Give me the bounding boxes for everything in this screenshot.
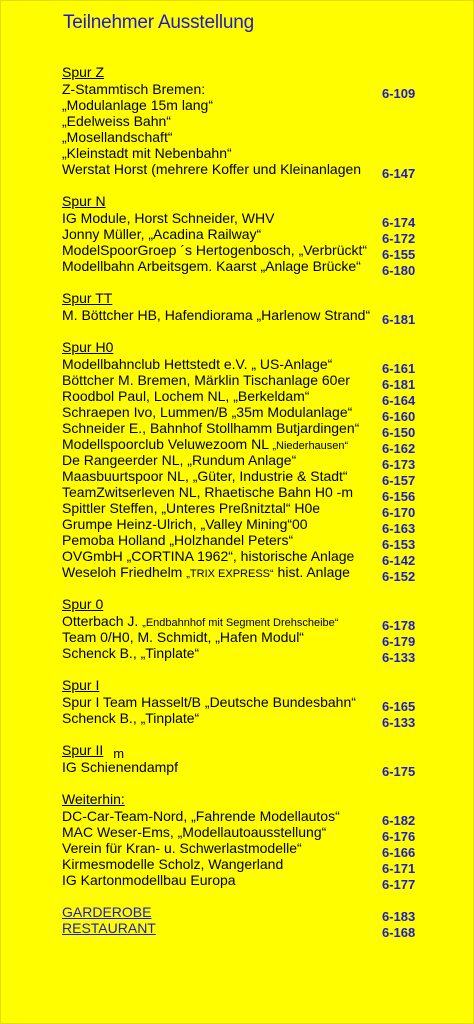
entry-text: Schneider E., Bahnhof Stollhamm Butjardingen“	[62, 420, 360, 436]
entry-text: „Kleinstadt mit Nebenbahn“	[62, 145, 232, 161]
entry-text: IG Module, Horst Schneider, WHV	[62, 210, 275, 226]
entry-text: TeamZwitserleven NL, Rhaetische Bahn H0 -m	[62, 484, 354, 500]
entry-text-main: Otterbach J.	[62, 613, 143, 629]
list-item	[62, 420, 422, 440]
stand-number: 6-133	[382, 715, 416, 730]
facility-row	[62, 904, 422, 924]
section-heading-note: m	[113, 746, 125, 761]
section-heading	[62, 193, 422, 210]
list-item	[62, 516, 422, 536]
list-item	[62, 129, 422, 145]
section-heading	[62, 791, 422, 808]
list-item	[62, 500, 422, 520]
entry-text: Spur I Team Hasselt/B „Deutsche Bundesbahn“	[62, 694, 356, 710]
entry-text: Schraepen Ivo, Lummen/B „35m Modulanlage“	[62, 404, 353, 420]
entry-text-tail: hist. Anlage	[273, 564, 350, 580]
entry-text: Z-Stammtisch Bremen:	[62, 81, 206, 97]
entry-text: „Modulanlage 15m lang“	[62, 97, 213, 113]
list-item	[62, 436, 422, 456]
stand-number: 6-172	[382, 231, 416, 246]
list-item	[62, 97, 422, 113]
entry-text: MAC Weser-Ems, „Modellautoausstellung“	[62, 824, 327, 840]
stand-number: 6-166	[382, 845, 416, 860]
list-item	[62, 613, 422, 633]
stand-number: 6-162	[382, 441, 416, 456]
list-item	[62, 468, 422, 488]
entry-text: Modellbahnclub Hettstedt e.V. „ US-Anlage“	[62, 356, 333, 372]
stand-number: 6-155	[382, 247, 416, 262]
list-item	[62, 532, 422, 552]
entry-text	[62, 564, 350, 582]
stand-number: 6-176	[382, 829, 416, 844]
stand-number: 6-174	[382, 215, 416, 230]
entry-text: Kirmesmodelle Scholz, Wangerland	[62, 856, 284, 872]
section	[62, 193, 422, 278]
section	[62, 339, 422, 584]
list-item	[62, 242, 422, 262]
list-item	[62, 81, 422, 101]
stand-number: 6-156	[382, 489, 416, 504]
section-heading-text: Spur TT	[62, 290, 113, 306]
stand-number: 6-133	[382, 650, 416, 665]
stand-number: 6-183	[382, 909, 416, 924]
list-item	[62, 808, 422, 828]
entry-text-small: „Endbahnhof mit Segment Drehscheibe“	[142, 617, 339, 629]
list-item	[62, 404, 422, 424]
stand-number: 6-179	[382, 634, 416, 649]
section-heading-text: Spur N	[62, 193, 106, 209]
stand-number: 6-153	[382, 537, 416, 552]
list-item	[62, 856, 422, 876]
entry-text-small: „TRIX EXPRESS“	[186, 568, 274, 580]
list-item	[62, 564, 422, 584]
section-heading	[62, 339, 422, 356]
entry-text: Verein für Kran- u. Schwerlastmodelle“	[62, 840, 302, 856]
entry-text: Schenck B., „Tinplate“	[62, 710, 200, 726]
stand-number: 6-165	[382, 699, 416, 714]
entry-text-main: Weseloh Friedhelm	[62, 564, 187, 580]
stand-number: 6-147	[382, 166, 416, 181]
facility-link[interactable]: GARDEROBE	[62, 904, 152, 920]
stand-number: 6-168	[382, 925, 416, 940]
stand-number: 6-157	[382, 473, 416, 488]
list-item	[62, 872, 422, 892]
list-item	[62, 356, 422, 376]
stand-number: 6-177	[382, 877, 416, 892]
list-item	[62, 161, 422, 181]
list-item	[62, 210, 422, 230]
stand-number: 6-161	[382, 361, 416, 376]
stand-number: 6-173	[382, 457, 416, 472]
list-item	[62, 548, 422, 568]
section-heading	[62, 596, 422, 613]
list-item	[62, 629, 422, 649]
entry-text: IG Kartonmodellbau Europa	[62, 872, 236, 888]
list-item	[62, 388, 422, 408]
section-heading-text: Spur II	[62, 742, 104, 758]
stand-number: 6-170	[382, 505, 416, 520]
list-item	[62, 226, 422, 246]
list-item	[62, 258, 422, 278]
entry-text: Modellbahn Arbeitsgem. Kaarst „Anlage Brücke“	[62, 258, 361, 274]
list-item	[62, 694, 422, 714]
stand-number: 6-181	[382, 312, 416, 327]
stand-number: 6-171	[382, 861, 416, 876]
stand-number: 6-160	[382, 409, 416, 424]
list-item	[62, 113, 422, 129]
section-heading	[62, 677, 422, 694]
stand-number: 6-152	[382, 569, 416, 584]
list-item	[62, 307, 422, 327]
list-item	[62, 710, 422, 730]
facility-row	[62, 920, 422, 940]
entry-text: Pemoba Holland „Holzhandel Peters“	[62, 532, 294, 548]
list-item	[62, 452, 422, 472]
section	[62, 742, 422, 779]
section	[62, 290, 422, 327]
section-heading-text: Spur Z	[62, 64, 105, 80]
entry-text: DC-Car-Team-Nord, „Fahrende Modellautos“	[62, 808, 340, 824]
entry-text: Werstat Horst (mehrere Koffer und Kleinanlagen	[62, 161, 362, 177]
entry-text: Team 0/H0, M. Schmidt, „Hafen Modul“	[62, 629, 304, 645]
list-item	[62, 372, 422, 392]
section-heading-text: Spur 0	[62, 596, 104, 612]
entry-text: Jonny Müller, „Acadina Railway“	[62, 226, 262, 242]
stand-number: 6-178	[382, 618, 416, 633]
section-heading	[62, 290, 422, 307]
list-item	[62, 645, 422, 665]
list-item	[62, 484, 422, 504]
entry-text: Spittler Steffen, „Unteres Preßnitztal“ H0e	[62, 500, 321, 516]
page-title: Teilnehmer Ausstellung	[63, 12, 254, 33]
list-item	[62, 840, 422, 860]
list-item	[62, 824, 422, 844]
section	[62, 791, 422, 892]
entry-text: ModelSpoorGroep ´s Hertogenbosch, „Verbrückt“	[62, 242, 368, 258]
stand-number: 6-181	[382, 377, 416, 392]
entry-text: Schenck B., „Tinplate“	[62, 645, 200, 661]
entry-text: OVGmbH „CORTINA 1962“, historische Anlage	[62, 548, 355, 564]
stand-number: 6-175	[382, 764, 416, 779]
stand-number: 6-150	[382, 425, 416, 440]
entry-text: De Rangeerder NL, „Rundum Anlage“	[62, 452, 297, 468]
entry-text: Roodbol Paul, Lochem NL, „Berkeldam“	[62, 388, 310, 404]
facilities-section	[62, 904, 422, 940]
section	[62, 677, 422, 730]
entry-text: Grumpe Heinz-Ulrich, „Valley Mining“00	[62, 516, 308, 532]
stand-number: 6-142	[382, 553, 416, 568]
section	[62, 596, 422, 665]
list-item	[62, 759, 422, 779]
entry-text: IG Schienendampf	[62, 759, 178, 775]
entry-text-main: Modellspoorclub Veluwezoom NL	[62, 436, 273, 452]
stand-number: 6-182	[382, 813, 416, 828]
stand-number: 6-164	[382, 393, 416, 408]
entry-text: „Mosellandschaft“	[62, 129, 173, 145]
section-heading	[62, 742, 422, 759]
entry-text: M. Böttcher HB, Hafendiorama „Harlenow Strand“	[62, 307, 371, 323]
entry-text: Böttcher M. Bremen, Märklin Tischanlage 60er	[62, 372, 350, 388]
section-heading	[62, 64, 422, 81]
participant-list	[62, 64, 422, 952]
stand-number: 6-163	[382, 521, 416, 536]
entry-text-small: „Niederhausen“	[272, 440, 349, 452]
stand-number: 6-109	[382, 86, 416, 101]
stand-number: 6-180	[382, 263, 416, 278]
entry-text: „Edelweiss Bahn“	[62, 113, 171, 129]
entry-text: Maasbuurtspoor NL, „Güter, Industrie & Stadt“	[62, 468, 348, 484]
section-heading-text: Weiterhin:	[62, 791, 125, 807]
list-item	[62, 145, 422, 161]
section	[62, 64, 422, 181]
section-heading-text: Spur H0	[62, 339, 114, 355]
section-heading-text: Spur I	[62, 677, 100, 693]
facility-link[interactable]: RESTAURANT	[62, 920, 156, 936]
